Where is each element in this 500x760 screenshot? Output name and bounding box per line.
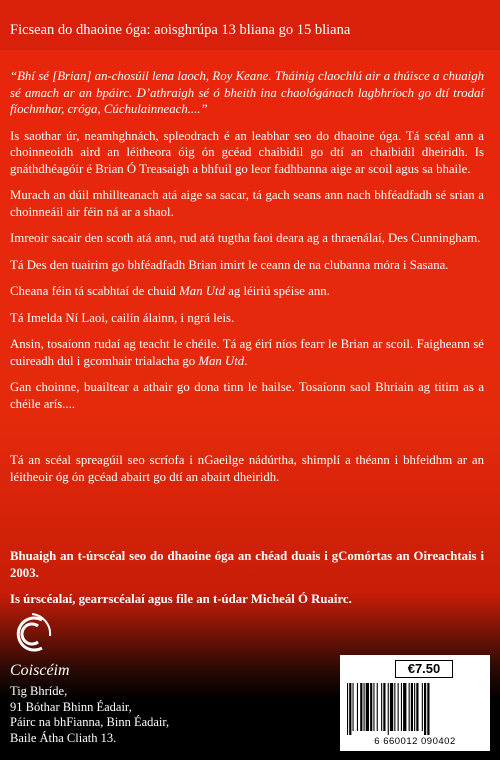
blurb-closing: Tá an scéal spreagúil seo scríofa i nGaeilge nádúrtha, shimplí a théann i bhfeidhm ar an léitheoir óg ón gcéad abairt go dtí an abairt dheiridh. (10, 453, 484, 484)
address-line: Páirc na bhFianna, Binn Éadair, (10, 715, 170, 729)
awards-section (10, 548, 484, 618)
barcode-digits: 6 660012 090402 (374, 736, 456, 747)
coisceim-logo-icon (12, 612, 52, 658)
blurb-text (10, 68, 484, 495)
publisher-address (10, 684, 169, 746)
blurb-paragraph-2: Murach an dúil mhillteanach atá aige sa sacar, tá gach seans ann nach bhféadfadh sé srian a choinneáil air féin ná ar a shaol. (10, 188, 484, 219)
barcode-icon (345, 683, 485, 735)
age-group-title: Ficsean do dhaoine óga: aoisghrúpa 13 bliana go 15 bliana (10, 22, 351, 38)
blurb-paragraph-7: Ansin, tosaíonn rudaí ag teacht le chéile. Tá ag éirí níos fearr le Brian ar scoil. Faigheann sé cuireadh dul i gcomhair trialacha go Man Utd. (10, 337, 484, 368)
blurb-paragraph-3: Imreoir sacair den scoth atá ann, rud atá tugtha faoi deara ag a thraenálaí, Des Cunningham. (10, 231, 481, 245)
cover-header (0, 0, 500, 50)
price-label: €7.50 (395, 660, 453, 678)
award-line: Bhuaigh an t-úrscéal seo do dhaoine óga an chéad duais i gComórtas an Oireachtais i 2003. (10, 549, 484, 580)
publisher-name: Coiscéim (10, 662, 70, 679)
blurb-quote: “Bhí sé [Brian] an-chosúil lena laoch, Roy Keane. Tháinig claochlú air a thúisce a chuaigh sé amach ar an bpáirc. D’athraigh sé ó bheith ina chaológánach lagbhríoch go dtí trodaí fíochmhar, cróga, Cúchulainneach....” (10, 69, 484, 116)
blurb-paragraph-6: Tá Imelda Ní Laoi, cailín álainn, i ngrá leis. (10, 310, 235, 325)
blurb-paragraph-1: Is saothar úr, neamhghnách, spleodrach é an leabhar seo do dhaoine óga. Tá scéal ann a choinneoidh aird an léitheora óig ón gcéad chaibidil go dtí an chaibidil dheiridh. Is gnáthdhéagóir é Brian Ó Treasaigh a bhfuil go leor fadhbanna aige ar scoil agus sa bhaile. (10, 128, 484, 176)
address-line: Tig Bhríde, (10, 684, 68, 698)
author-line: Is úrscéalaí, gearrscéalaí agus file an t-údar Micheál Ó Ruairc. (10, 592, 352, 606)
blurb-paragraph-5: Cheana féin tá scabhtaí de chuid Man Utd ag léiriú spéise ann. (10, 284, 330, 298)
blurb-paragraph-4: Tá Des den tuairim go bhféadfadh Brian imirt le ceann de na clubanna móra i Sasana. (10, 257, 449, 272)
blurb-paragraph-8: Gan choinne, buailtear a athair go dona tinn le hailse. Tosaíonn saol Bhriain ag titim as a chéile arís.... (10, 380, 484, 411)
address-line: Baile Átha Cliath 13. (10, 730, 117, 745)
address-line: 91 Bóthar Bhinn Éadair, (10, 699, 132, 714)
